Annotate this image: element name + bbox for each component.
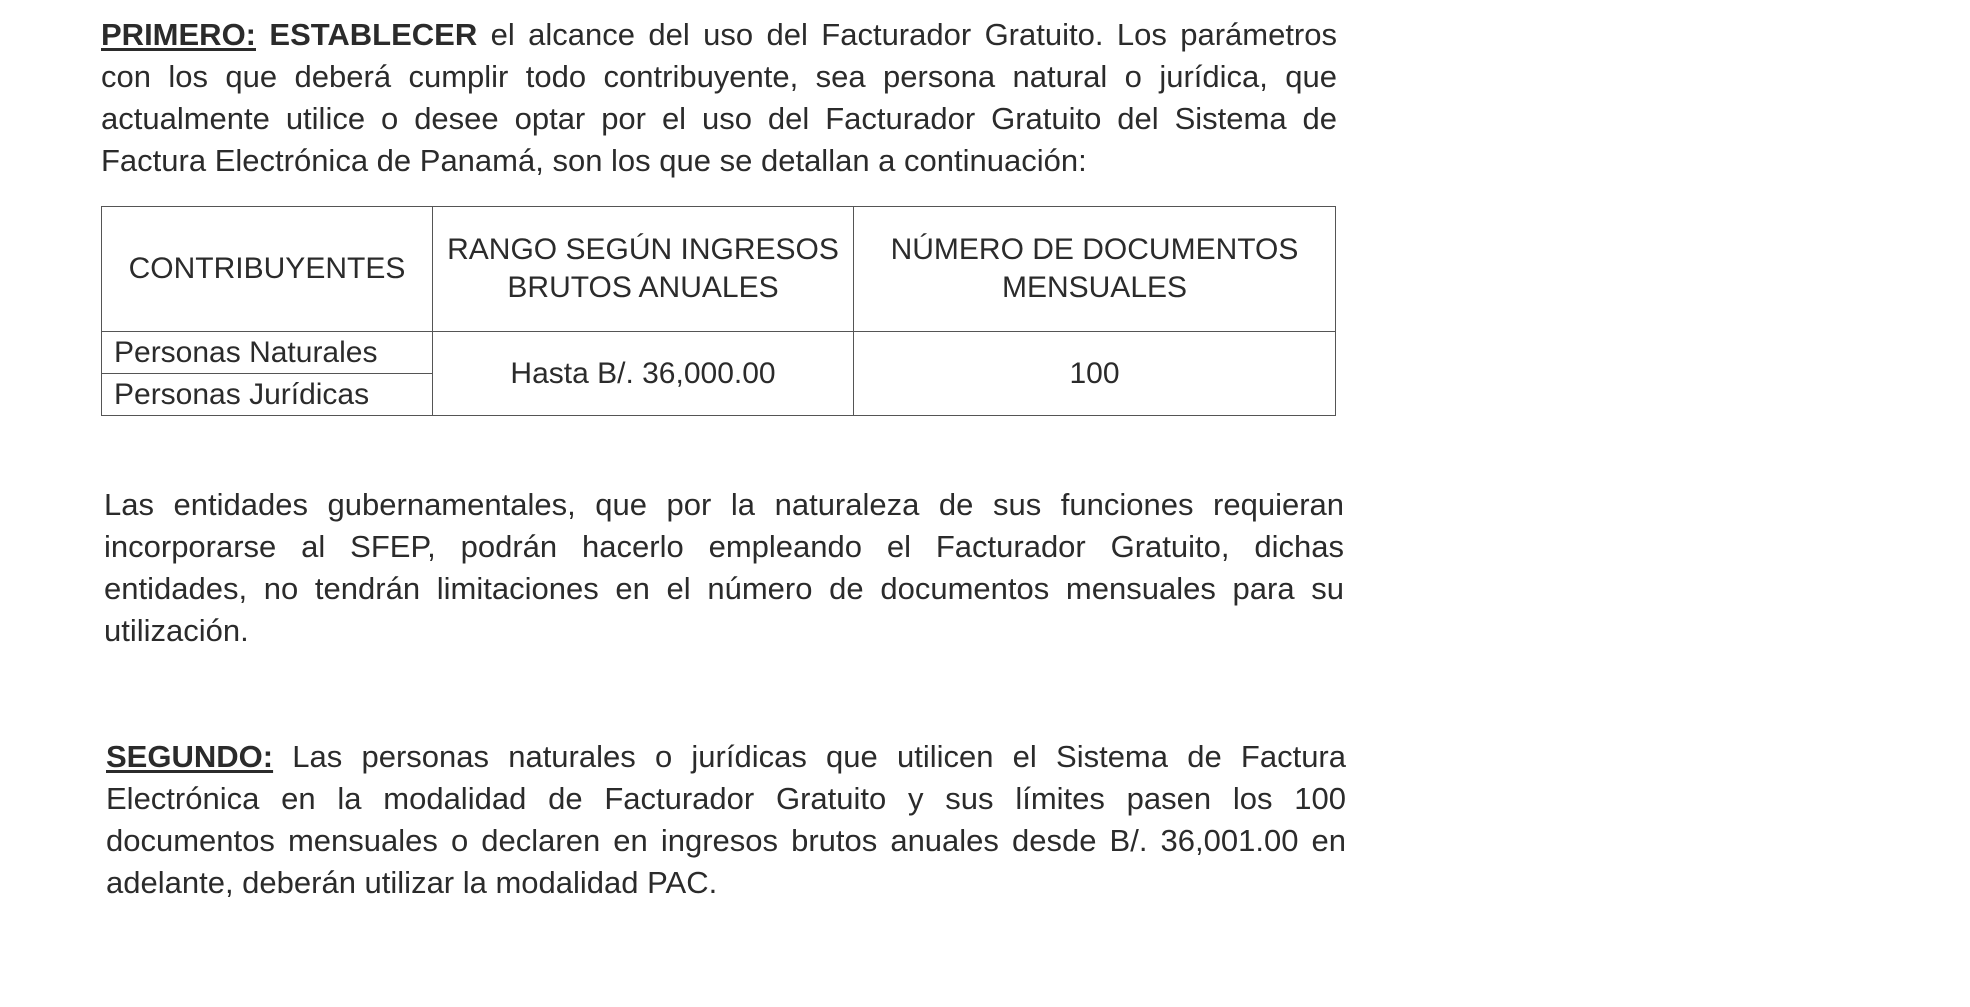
paragraph-primero bbox=[101, 14, 1337, 182]
paragraph-segundo bbox=[106, 736, 1346, 904]
cell-rango-value: Hasta B/. 36,000.00 bbox=[433, 332, 854, 416]
cell-documentos-value: 100 bbox=[854, 332, 1336, 416]
segundo-label: SEGUNDO: bbox=[106, 739, 274, 774]
row-personas-juridicas: Personas Jurídicas bbox=[102, 374, 433, 416]
table-header-row bbox=[102, 207, 1336, 332]
segundo-text: Las personas naturales o jurídicas que utilicen el Sistema de Factura Electrónica en la modalidad de Facturador Gratuito y sus límites pasen los 100 documentos mensuales o declaren en ingresos brutos anuales desde B/. 36,001.00 en adelante, deberán utilizar la modalidad PAC. bbox=[106, 739, 1346, 900]
header-rango: RANGO SEGÚN INGRESOS BRUTOS ANUALES bbox=[433, 207, 854, 332]
table-row bbox=[102, 332, 1336, 374]
primero-keyword: ESTABLECER bbox=[269, 17, 478, 52]
row-personas-naturales: Personas Naturales bbox=[102, 332, 433, 374]
header-documentos: NÚMERO DE DOCUMENTOS MENSUALES bbox=[854, 207, 1336, 332]
contribuyentes-table bbox=[101, 206, 1336, 416]
primero-text: el alcance del uso del Facturador Gratuito. Los parámetros con los que deberá cumplir todo contribuyente, sea persona natural o jurídica, que actualmente utilice o desee optar por el uso del Facturador Gratuito del Sistema de Factura Electrónica de Panamá, son los que se detallan a continuación: bbox=[101, 17, 1337, 178]
header-contribuyentes: CONTRIBUYENTES bbox=[102, 207, 433, 332]
paragraph-gubernamentales: Las entidades gubernamentales, que por la naturaleza de sus funciones requieran incorporarse al SFEP, podrán hacerlo empleando el Facturador Gratuito, dichas entidades, no tendrán limitaciones en el número de documentos mensuales para su utilización. bbox=[104, 487, 1344, 648]
primero-label: PRIMERO: bbox=[101, 17, 256, 52]
